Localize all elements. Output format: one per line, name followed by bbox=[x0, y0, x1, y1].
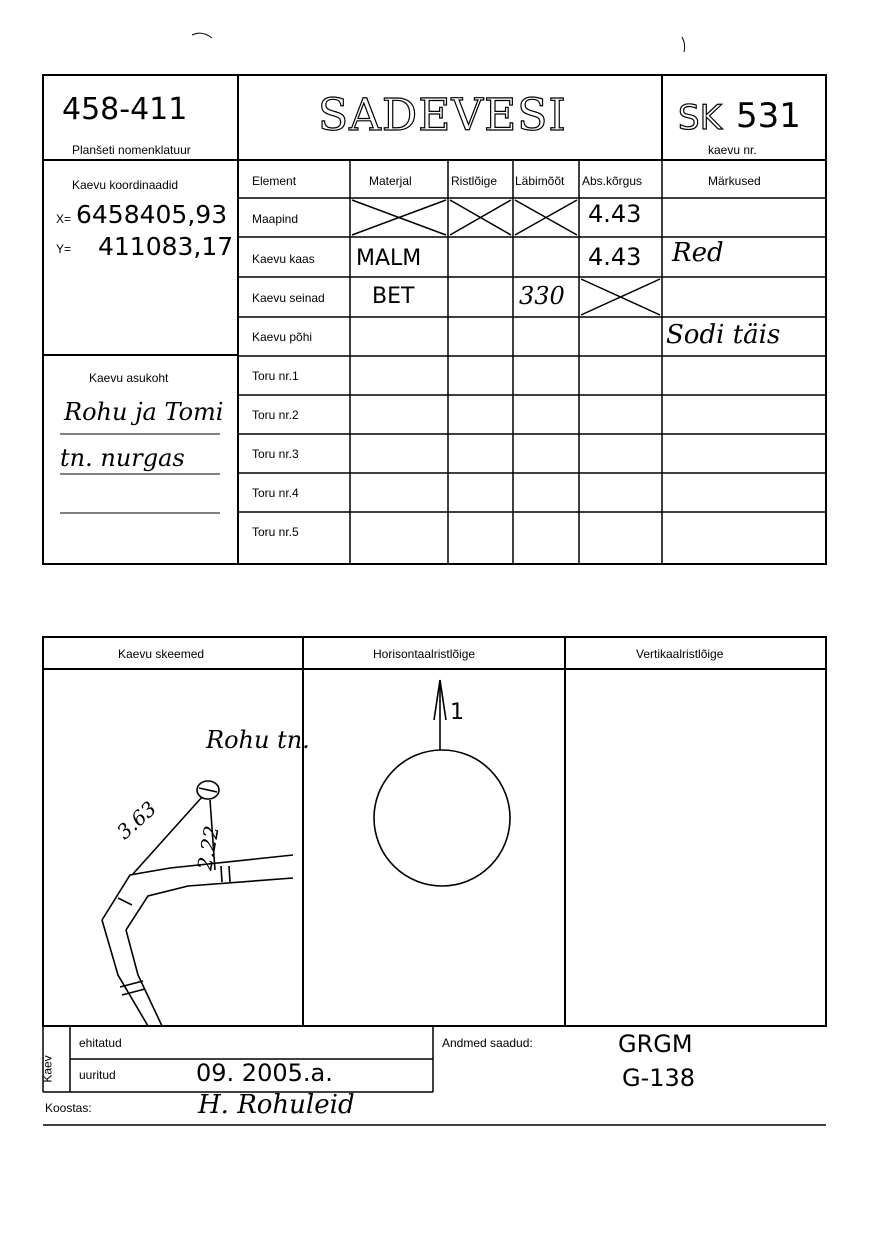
walls-material: BET bbox=[372, 284, 415, 309]
location-line-2: tn. nurgas bbox=[60, 444, 185, 472]
form-title: SADEVESI bbox=[318, 90, 567, 141]
well-no-number: 531 bbox=[736, 96, 801, 136]
built-label: ehitatud bbox=[79, 1036, 122, 1050]
surveyed-value: 09. 2005.a. bbox=[196, 1059, 333, 1087]
y-label: Y= bbox=[56, 242, 72, 256]
col-header-abs-height: Abs.kõrgus bbox=[582, 174, 643, 188]
row-label: Toru nr.4 bbox=[252, 486, 299, 500]
sketch-street-label: Rohu tn. bbox=[206, 726, 310, 754]
scan-marks bbox=[192, 33, 685, 52]
data-received-value-1: GRGM bbox=[618, 1030, 693, 1058]
schemes-header: Kaevu skeemed bbox=[118, 647, 205, 661]
sketch-dim-2: 2.22 bbox=[192, 823, 224, 872]
row-label: Toru nr.2 bbox=[252, 408, 299, 422]
col-header-material: Materjal bbox=[369, 174, 412, 188]
y-coordinate: 411083,17 bbox=[98, 232, 234, 261]
side-label: Kaev bbox=[40, 1055, 55, 1083]
col-header-notes: Märkused bbox=[708, 174, 761, 188]
nomenclature-label: Planšeti nomenklatuur bbox=[72, 143, 191, 157]
x-label: X= bbox=[56, 212, 72, 226]
coordinates-label: Kaevu koordinaadid bbox=[72, 178, 179, 192]
row-label: Maapind bbox=[252, 212, 299, 226]
vertical-section-header: Vertikaalristlõige bbox=[636, 647, 724, 661]
bottom-notes: Sodi täis bbox=[666, 320, 781, 350]
data-received-label: Andmed saadud: bbox=[442, 1036, 533, 1050]
col-header-diameter: Läbimõõt bbox=[515, 174, 565, 188]
arrow-label: 1 bbox=[450, 700, 464, 725]
x-coordinate: 6458405,93 bbox=[76, 200, 228, 229]
row-label: Kaevu kaas bbox=[252, 252, 315, 266]
well-no-label: kaevu nr. bbox=[708, 143, 757, 157]
row-label: Toru nr.1 bbox=[252, 369, 299, 383]
well-no-prefix: SK bbox=[678, 98, 722, 138]
cover-notes: Red bbox=[672, 238, 724, 268]
location-line-1: Rohu ja Tomi bbox=[64, 398, 224, 426]
cover-abs-height: 4.43 bbox=[588, 243, 642, 271]
maapind-abs-height: 4.43 bbox=[588, 200, 642, 228]
cover-material: MALM bbox=[356, 246, 422, 271]
row-label: Toru nr.5 bbox=[252, 525, 299, 539]
horizontal-section-drawing bbox=[374, 680, 510, 886]
horizontal-section-header: Horisontaalristlõige bbox=[373, 647, 476, 661]
surveyed-label: uuritud bbox=[79, 1068, 116, 1082]
row-label: Toru nr.3 bbox=[252, 447, 299, 461]
data-received-value-2: G-138 bbox=[622, 1064, 696, 1092]
sketch-dim-1: 3.63 bbox=[111, 796, 162, 844]
row-label: Kaevu seinad bbox=[252, 291, 325, 305]
walls-diameter: 330 bbox=[519, 282, 565, 310]
col-header-section: Ristlõige bbox=[451, 174, 498, 188]
row-label: Kaevu põhi bbox=[252, 330, 313, 344]
compiled-label: Koostas: bbox=[45, 1101, 92, 1115]
compiled-value: H. Rohuleid bbox=[198, 1090, 355, 1120]
col-header-element: Element bbox=[252, 174, 297, 188]
location-label: Kaevu asukoht bbox=[89, 371, 169, 385]
nomenclature-value: 458-411 bbox=[62, 92, 188, 127]
